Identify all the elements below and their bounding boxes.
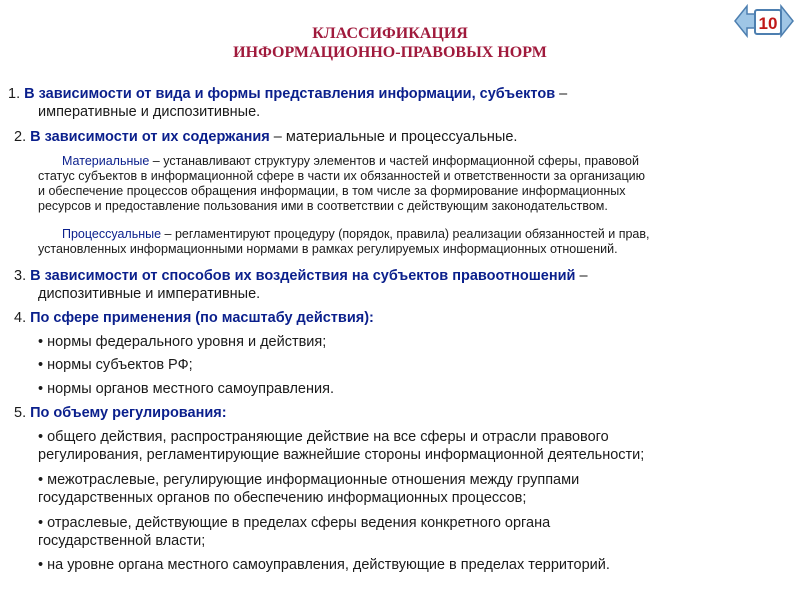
item-number: 1. [8, 86, 21, 102]
list-item-4 [14, 309, 794, 327]
item-heading: В зависимости от вида и формы представления информации, субъектов [24, 86, 556, 102]
procedural-line-1: – регламентируют процедуру (порядок, правила) реализации обязанностей и прав, [161, 227, 650, 241]
item-dash: – [575, 268, 588, 284]
procedural-paragraph [38, 227, 798, 257]
item-number: 5. [14, 405, 27, 421]
item-heading: В зависимости от способов их воздействия на субъектов правоотношений [30, 268, 576, 284]
procedural-lead: Процессуальные [62, 227, 162, 241]
scope-bullet-2: • нормы субъектов РФ; [38, 357, 193, 373]
item-number: 4. [14, 310, 27, 326]
material-line-3: и обеспечение процессов обращения информации, в том числе за формирование информационных [38, 184, 626, 198]
volume-bullet-1-line-2: регулирования, регламентирующие важнейшие стороны информационной деятельности; [38, 447, 645, 463]
item-heading: По сфере применения (по масштабу действия): [30, 310, 374, 326]
item-dash: – [555, 86, 568, 102]
item-rest: – материальные и процессуальные. [269, 129, 518, 145]
list-item-2 [14, 128, 794, 146]
item-number: 3. [14, 268, 27, 284]
scope-bullet-3: • нормы органов местного самоуправления. [38, 381, 334, 397]
volume-bullet-2-line-2: государственных органов по обеспечению информационных процессов; [38, 490, 527, 506]
volume-bullet-4-line-1: • на уровне органа местного самоуправления, действующие в пределах территорий. [38, 557, 610, 573]
slide-number: 10 [754, 9, 782, 35]
volume-bullet-3-line-2: государственной власти; [38, 533, 206, 549]
item-continuation: императивные и диспозитивные. [38, 104, 261, 120]
item-number: 2. [14, 129, 27, 145]
item-heading: По объему регулирования: [30, 405, 227, 421]
title-line-1: КЛАССИФИКАЦИЯ [312, 25, 468, 42]
title-line-2: ИНФОРМАЦИОННО-ПРАВОВЫХ НОРМ [233, 44, 547, 61]
volume-bullet-3 [38, 514, 793, 550]
volume-bullet-2-line-1: • межотраслевые, регулирующие информационные отношения между группами [38, 472, 580, 488]
material-line-4: ресурсов и предоставление пользования ими в соответствии с действующим законодательством. [38, 199, 608, 213]
material-paragraph [38, 154, 798, 214]
list-item-5 [14, 404, 794, 422]
volume-bullet-1-line-1: • общего действия, распространяющие действие на все сферы и отрасли правового [38, 429, 609, 445]
volume-bullet-4 [38, 556, 793, 574]
volume-bullet-3-line-1: • отраслевые, действующие в пределах сферы ведения конкретного органа [38, 515, 551, 531]
material-line-1: – устанавливают структуру элементов и частей информационной сферы, правовой [149, 154, 639, 168]
list-item-3 [14, 267, 794, 303]
procedural-line-2: установленных информационными нормами в рамках регулируемых информационных отношений. [38, 242, 618, 256]
material-line-2: статус субъектов в информационной сфере в части их обязанностей и ответственности за организацию [38, 169, 646, 183]
item-continuation: диспозитивные и императивные. [38, 286, 261, 302]
volume-bullet-1 [38, 428, 793, 464]
item-heading: В зависимости от их содержания [30, 129, 270, 145]
material-lead: Материальные [62, 154, 150, 168]
scope-bullet-1: • нормы федерального уровня и действия; [38, 334, 327, 350]
list-item-1 [8, 85, 793, 121]
volume-bullet-2 [38, 471, 793, 507]
